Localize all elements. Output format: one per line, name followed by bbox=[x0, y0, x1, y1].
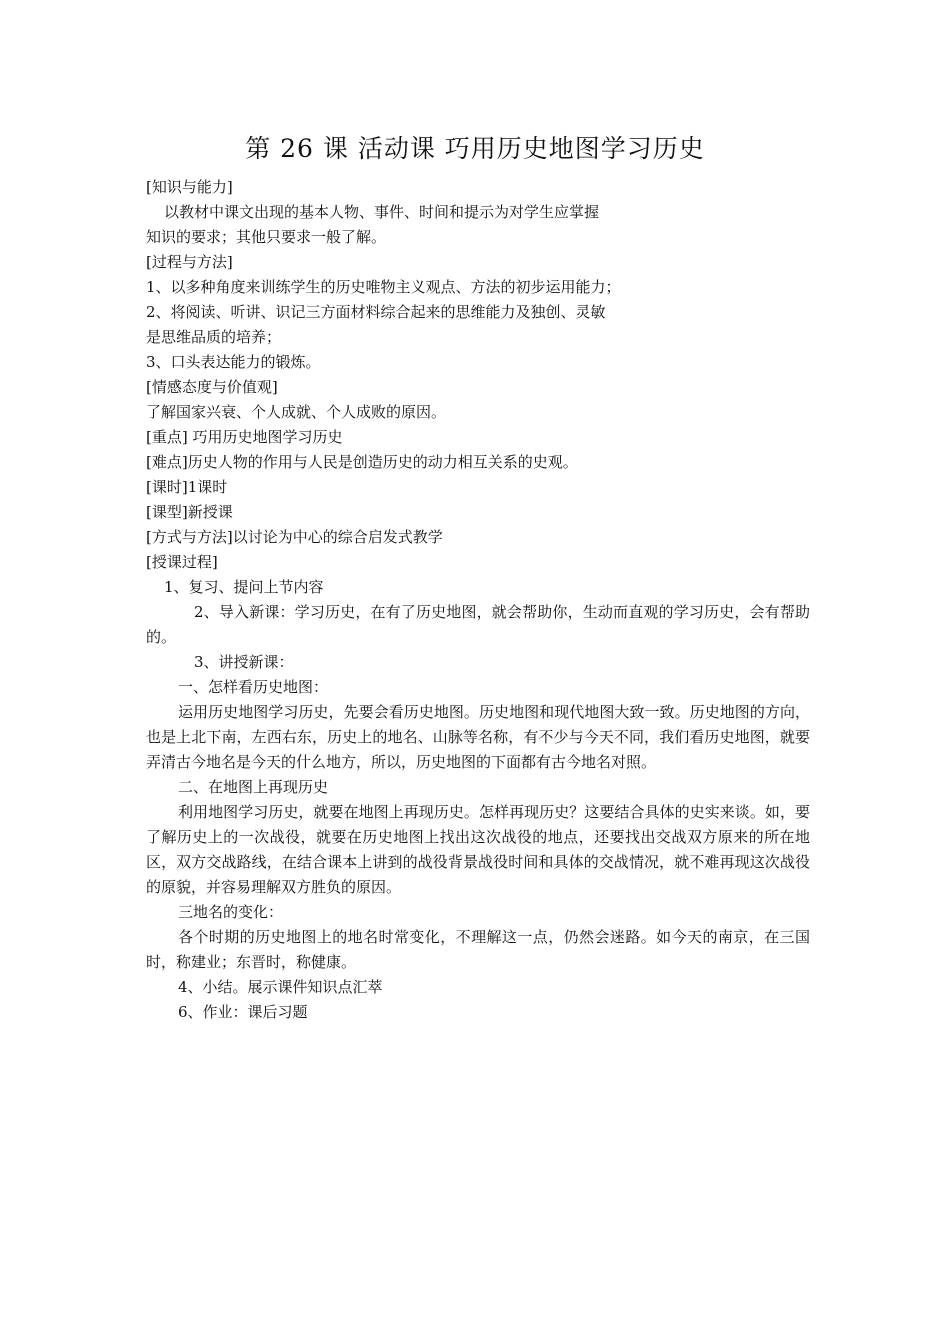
paragraph-line: 以教材中课文出现的基本人物、事件、时间和提示为对学生应掌握 bbox=[164, 203, 600, 221]
section-heading: [授课过程] bbox=[146, 553, 218, 571]
list-item: 1、复习、提问上节内容 bbox=[164, 578, 324, 596]
paragraph: 各个时期的历史地图上的地名时常变化，不理解这一点，仍然会迷路。如今天的南京，在三国时，称建业；东晋时，称健康。 bbox=[146, 928, 810, 971]
section-heading: [情感态度与价值观] bbox=[146, 378, 278, 396]
page-title: 第 26 课 活动课 巧用历史地图学习历史 bbox=[245, 134, 705, 163]
section-heading: [过程与方法] bbox=[146, 253, 233, 271]
section-heading: [知识与能力] bbox=[146, 178, 233, 196]
teaching-method: [方式与方法]以讨论为中心的综合启发式教学 bbox=[146, 528, 443, 546]
paragraph-line: 了解国家兴衰、个人成就、个人成败的原因。 bbox=[146, 403, 447, 421]
paragraph-line: 是思维品质的培养； bbox=[146, 328, 282, 346]
list-item: 1、以多种角度来训练学生的历史唯物主义观点、方法的初步运用能力； bbox=[146, 278, 621, 296]
paragraph: 利用地图学习历史，就要在地图上再现历史。怎样再现历史？这要结合具体的史实来谈。如，要了解历史上的一次战役，就要在历史地图上找出这次战役的地点，还要找出交战双方原来的所在地区，双方交战路线，在结合课本上讲到的战役背景战役时间和具体的交战情况，就不难再现这次战役的原貌，并容易理解双方胜负的原因。 bbox=[146, 803, 810, 896]
list-item: 3、口头表达能力的锻炼。 bbox=[146, 353, 321, 371]
paragraph: 运用历史地图学习历史，先要会看历史地图。历史地图和现代地图大致一致。历史地图的方向，也是上北下南，左西右东，历史上的地名、山脉等名称，有不少与今天不同，我们看历史地图，就要弄清古今地名是今天的什么地方，所以，历史地图的下面都有古今地名对照。 bbox=[146, 703, 810, 771]
paragraph: 2、导入新课：学习历史，在有了历史地图，就会帮助你，生动而直观的学习历史，会有帮助的。 bbox=[146, 603, 810, 646]
class-hours: [课时]1课时 bbox=[146, 478, 228, 496]
list-item: 4、小结。展示课件知识点汇萃 bbox=[178, 978, 383, 996]
class-type: [课型]新授课 bbox=[146, 503, 233, 521]
subsection-heading: 二、在地图上再现历史 bbox=[178, 778, 329, 796]
key-point: [重点] 巧用历史地图学习历史 bbox=[146, 428, 343, 446]
list-item: 2、将阅读、听讲、识记三方面材料综合起来的思维能力及独创、灵敏 bbox=[146, 303, 606, 321]
list-item: 3、讲授新课： bbox=[194, 653, 294, 671]
document-body-lower bbox=[146, 600, 810, 1025]
subsection-heading: 三地名的变化： bbox=[178, 903, 284, 921]
list-item: 6、作业：课后习题 bbox=[178, 1003, 308, 1021]
subsection-heading: 一、怎样看历史地图： bbox=[178, 678, 329, 696]
document-body bbox=[146, 175, 810, 600]
paragraph-line: 知识的要求；其他只要求一般了解。 bbox=[146, 228, 387, 246]
difficult-point: [难点]历史人物的作用与人民是创造历史的动力相互关系的史观。 bbox=[146, 453, 578, 471]
